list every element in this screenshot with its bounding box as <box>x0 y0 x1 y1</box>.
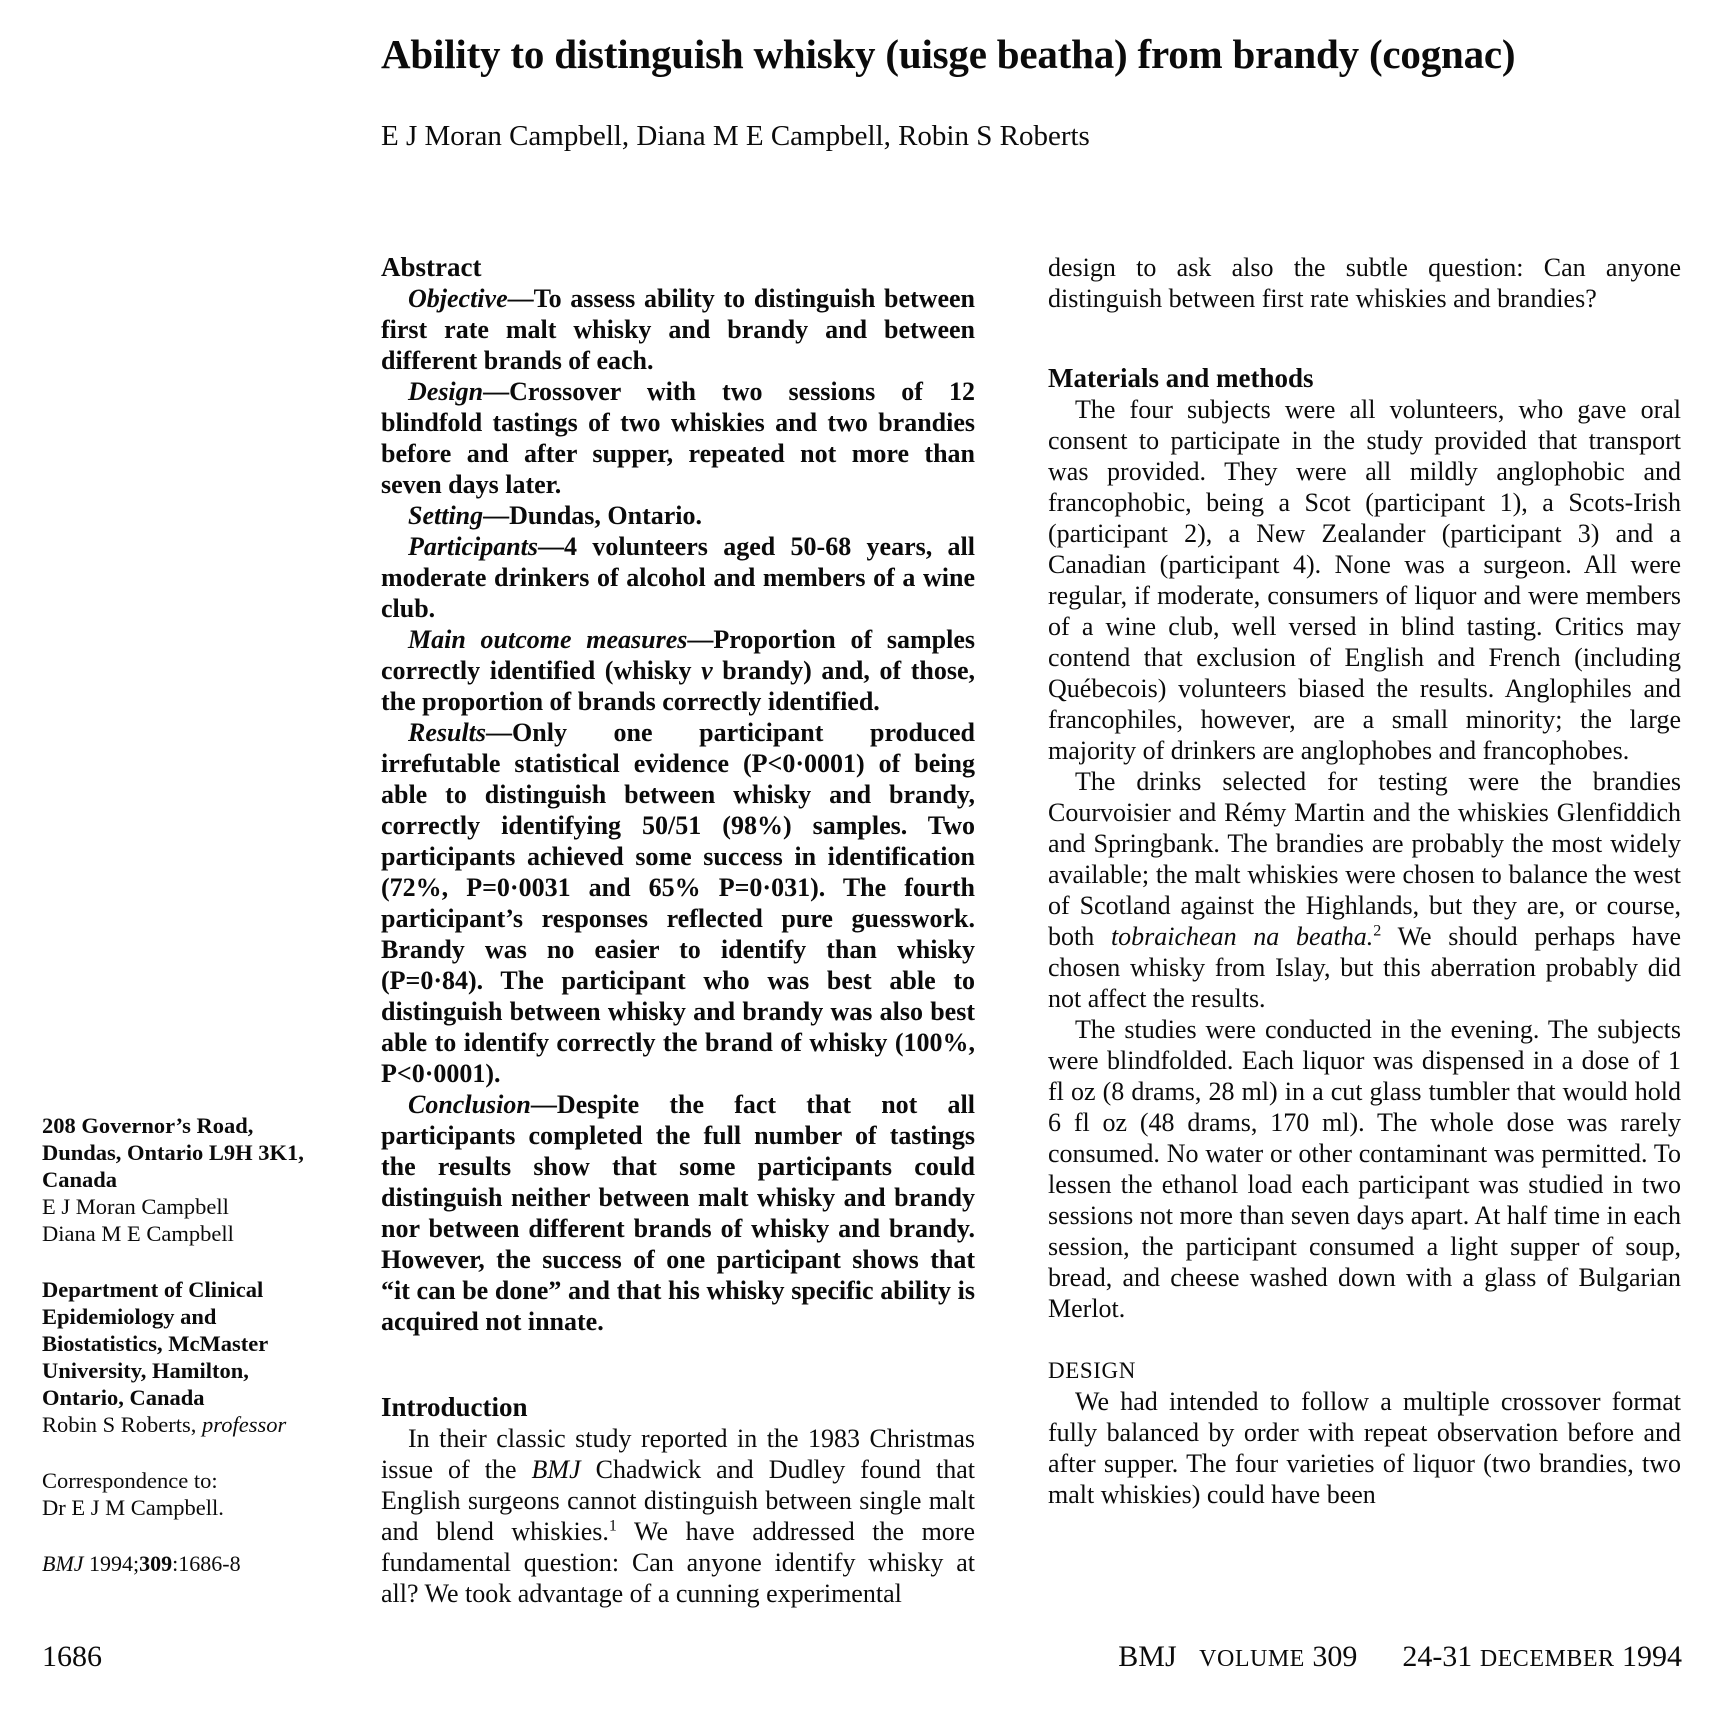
correspondence-line: Dr E J M Campbell. <box>42 1495 224 1520</box>
abstract-conclusion: Conclusion—Despite the fact that not all participants completed the full number of tastings the results show that some participants could distinguish neither between malt whisky and brandy nor between different brands of whisky and brandy. However, the success of one participant shows that “it can be done” and that his whisky specific ability is acquired not innate. <box>381 1090 975 1336</box>
methods-column <box>1048 252 1681 1510</box>
methods-paragraph-drinks: The drinks selected for testing were the brandies Courvoisier and Rémy Martin and the whiskies Glenfiddich and Springbank. The brandies are probably the most widely available; the malt whiskies were chosen to balance the west of Scotland against the Highlands, but they are, or course, both tobraichean na beatha.$^2$ We should perhaps have chosen whisky from Islay, but this aberration probably did not affect the results. <box>1048 767 1681 1013</box>
correspondence-block <box>42 1467 347 1521</box>
methods-heading: Materials and methods <box>1048 363 1314 393</box>
abstract-objective: Objective—To assess ability to distinguish between first rate malt whisky and brandy and between different brands of each. <box>381 284 975 375</box>
introduction-heading: Introduction <box>381 1392 528 1422</box>
affiliation-member: Robin S Roberts, professor <box>42 1412 287 1437</box>
article-title: Ability to distinguish whisky (uisge beatha) from brandy (cognac) <box>381 31 1516 77</box>
page-number: 1686 <box>42 1640 102 1673</box>
affiliation-address-line: 208 Governor’s Road, <box>42 1113 254 1138</box>
affiliation-address-line: Biostatistics, McMaster <box>42 1331 269 1356</box>
abstract-participants: Participants—4 volunteers aged 50-68 years, all moderate drinkers of alcohol and members of a wine club. <box>381 532 975 623</box>
abstract-setting: Setting—Dundas, Ontario. <box>408 501 703 530</box>
affiliation-address-line: Canada <box>42 1167 118 1192</box>
affiliation-member: E J Moran Campbell <box>42 1194 229 1219</box>
correspondence-line: Correspondence to: <box>42 1468 218 1493</box>
journal-footer: BMJ VOLUME 309 24-31 DECEMBER 1994 <box>1118 1640 1682 1673</box>
design-paragraph: We had intended to follow a multiple crossover format fully balanced by order with repeat observation before and after supper. The four varieties of liquor (two brandies, two malt whiskies) could have been <box>1048 1387 1681 1509</box>
abstract-outcome-measures: Main outcome measures—Proportion of samples correctly identified (whisky v brandy) and, of those, the proportion of brands correctly identified. <box>381 625 975 716</box>
affiliation-address-line: Ontario, Canada <box>42 1385 205 1410</box>
abstract-column <box>381 252 975 1609</box>
affiliation-member: Diana M E Campbell <box>42 1221 234 1246</box>
article-authors: E J Moran Campbell, Diana M E Campbell, Robin S Roberts <box>381 120 1090 152</box>
affiliation-address-line: Department of Clinical <box>42 1277 264 1302</box>
design-subheading: DESIGN <box>1048 1358 1136 1383</box>
abstract-design: Design—Crossover with two sessions of 12 blindfold tastings of two whiskies and two brandies before and after supper, repeated not more than seven days later. <box>381 377 975 499</box>
journal-citation: BMJ 1994;309:1686-8 <box>42 1551 241 1576</box>
continuation-paragraph: design to ask also the subtle question: Can anyone distinguish between first rate whiskies and brandies? <box>1048 253 1681 313</box>
author-affiliations <box>42 1112 347 1606</box>
abstract-heading: Abstract <box>381 252 482 282</box>
introduction-paragraph: In their classic study reported in the 1983 Christmas issue of the BMJ Chadwick and Dudley found that English surgeons cannot distinguish between single malt and blend whiskies.$^1$ We have addressed the more fundamental question: Can anyone identify whisky at all? We took advantage of a cunning experimental <box>381 1424 976 1608</box>
abstract-results: Results—Only one participant produced irrefutable statistical evidence (P<0·0001) of being able to distinguish between whisky and brandy, correctly identifying 50/51 (98%) samples. Two participants achieved some success in identification (72%, P=0·0031 and 65% P=0·031). The fourth participant’s responses reflected pure guesswork. Brandy was no easier to identify than whisky (P=0·84). The participant who was best able to distinguish between whisky and brandy was also best able to identify correctly the brand of whisky (100%, P<0·0001). <box>381 718 975 1088</box>
affiliation-block-1 <box>42 1112 347 1247</box>
methods-paragraph-procedure: The studies were conducted in the evening. The subjects were blindfolded. Each liquor was dispensed in a dose of 1 fl oz (8 drams, 28 ml) in a cut glass tumbler that would hold 6 fl oz (48 drams, 170 ml). The whole dose was rarely consumed. No water or other contaminant was permitted. To lessen the ethanol load each participant was studied in two sessions not more than seven days apart. At half time in each session, the participant consumed a light supper of soup, bread, and cheese washed down with a glass of Bulgarian Merlot. <box>1048 1015 1681 1323</box>
affiliation-block-2 <box>42 1276 347 1438</box>
affiliation-address-line: Dundas, Ontario L9H 3K1, <box>42 1140 304 1165</box>
page-footer <box>42 1640 1682 1674</box>
affiliation-address-line: University, Hamilton, <box>42 1358 249 1383</box>
affiliation-address-line: Epidemiology and <box>42 1304 217 1329</box>
methods-paragraph-subjects: The four subjects were all volunteers, who gave oral consent to participate in the study provided that transport was provided. They were all mildly anglophobic and francophobic, being a Scot (participant 1), a Scots-Irish (participant 2), a New Zealander (participant 3) and a Canadian (participant 4). None was a surgeon. All were regular, if moderate, consumers of liquor and were members of a wine club, well versed in blind tasting. Critics may contend that exclusion of English and French (including Québecois) volunteers biased the results. Anglophiles and francophiles, however, are a small minority; the large majority of drinkers are anglophobes and francophobes. <box>1048 395 1681 765</box>
